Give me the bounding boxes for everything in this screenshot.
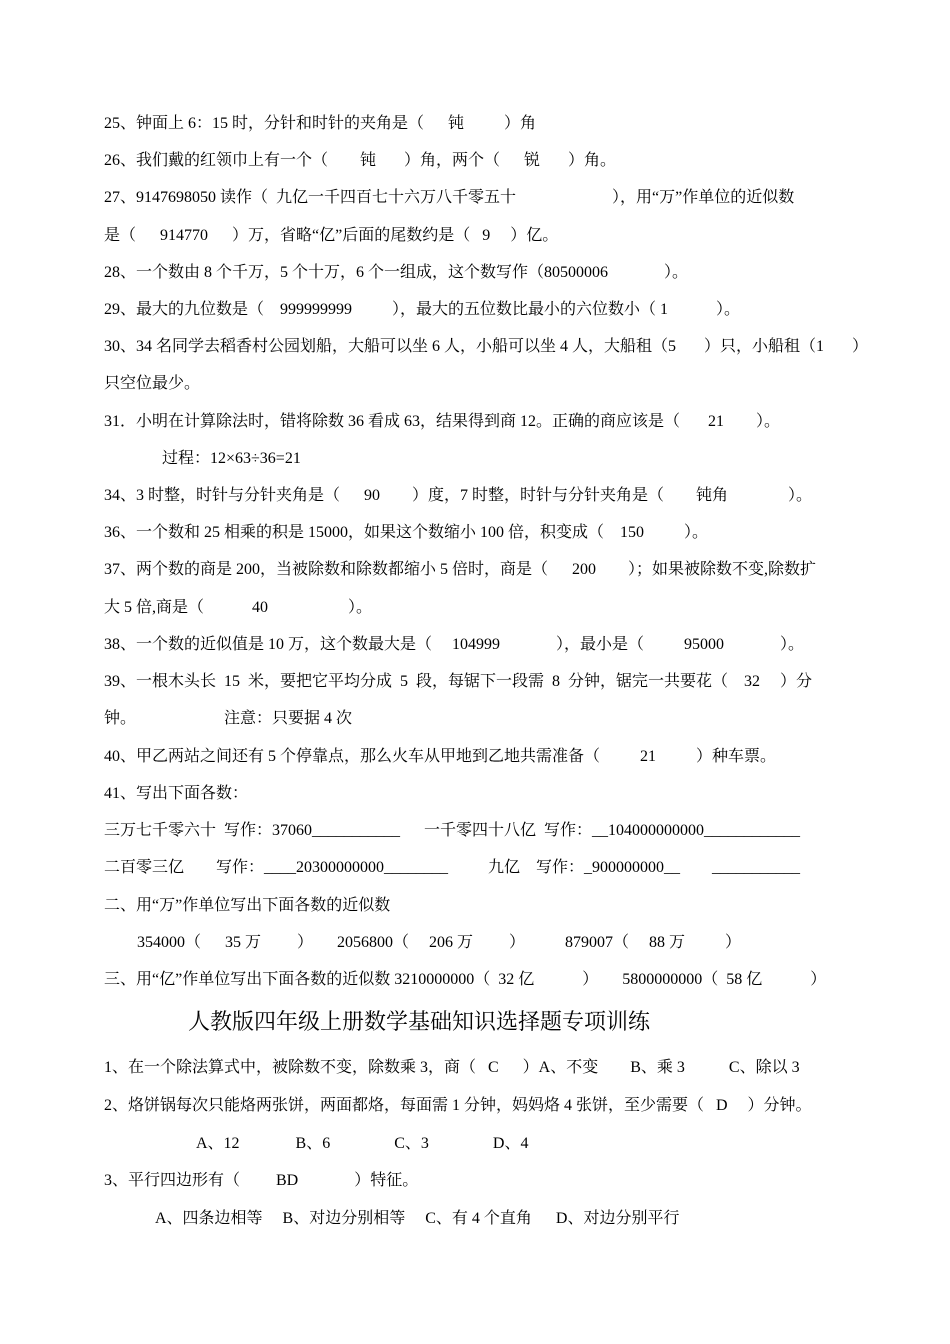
choice-q2: 2、烙饼锅每次只能烙两张饼，两面都烙，每面需 1 分钟，妈妈烙 4 张饼，至少需要（ D ）分钟。	[104, 1097, 812, 1114]
q41: 41、写出下面各数：	[104, 785, 249, 802]
q25: 25、钟面上 6：15 时，分针和时针的夹角是（ 钝 ）角	[104, 115, 537, 132]
q39-line2: 钟。 注意：只要据 4 次	[104, 710, 353, 727]
q40: 40、甲乙两站之间还有 5 个停靠点，那么火车从甲地到乙地共需准备（ 21 ）种车票。	[104, 748, 777, 765]
q36: 36、一个数和 25 相乘的积是 15000，如果这个数缩小 100 倍，积变成（ 150 ）。	[104, 524, 709, 541]
q28: 28、一个数由 8 个千万，5 个十万，6 个一组成，这个数写作（80500006 ）。	[104, 264, 689, 281]
choice-q2-options: A、12 B、6 C、3 D、4	[196, 1135, 529, 1152]
q37-line1: 37、两个数的商是 200，当被除数和除数都缩小 5 倍时，商是（ 200 ）；如果被除数不变,除数扩	[104, 561, 817, 578]
q41-row1: 三万七千零六十 写作：37060___________ 一千零四十八亿 写作：__104000000000____________	[104, 822, 801, 839]
q34: 34、3 时整，时针与分针夹角是（ 90 ）度，7 时整，时针与分针夹角是（ 钝角 ）。	[104, 487, 813, 504]
q27-line2: 是（ 914770 ）万，省略“亿”后面的尾数约是（ 9 ）亿。	[104, 227, 559, 244]
q26: 26、我们戴的红领巾上有一个（ 钝 ）角，两个（ 锐 ）角。	[104, 152, 617, 169]
section-2-heading: 二、用“万”作单位写出下面各数的近似数	[104, 897, 391, 914]
q39-line1: 39、一根木头长 15 米，要把它平均分成 5 段，每锯下一段需 8 分钟，锯完一共要花（ 32 ）分	[104, 673, 813, 690]
choice-q1: 1、在一个除法算式中，被除数不变，除数乘 3，商（ C ）A、不变 B、乘 3 C、除以 3	[104, 1059, 800, 1076]
q31-process: 过程：12×63÷36=21	[162, 450, 301, 467]
choice-q3-options: A、四条边相等 B、对边分别相等 C、有 4 个直角 D、对边分别平行	[155, 1210, 680, 1227]
section-3: 三、用“亿”作单位写出下面各数的近似数 3210000000（ 32 亿 ） 5800000000（ 58 亿 ）	[104, 971, 827, 988]
q38: 38、一个数的近似值是 10 万，这个数最大是（ 104999 ），最小是（ 95000 ）。	[104, 636, 805, 653]
q29: 29、最大的九位数是（ 999999999 ），最大的五位数比最小的六位数小（ 1 ）。	[104, 301, 741, 318]
q27-line1: 27、9147698050 读作（ 九亿一千四百七十六万八千零五十 ），用“万”作单位的近似数	[104, 189, 795, 206]
q41-row2: 二百零三亿 写作：____20300000000________ 九亿 写作：_900000000__ ___________	[104, 859, 801, 876]
choice-q3: 3、平行四边形有（ BD ）特征。	[104, 1172, 419, 1189]
q30-line2: 只空位最少。	[104, 375, 201, 392]
section-title: 人教版四年级上册数学基础知识选择题专项训练	[187, 1009, 650, 1034]
q37-line2: 大 5 倍,商是（ 40 ）。	[104, 599, 373, 616]
q30-line1: 30、34 名同学去稻香村公园划船，大船可以坐 6 人，小船可以坐 4 人，大船租（5 ）只，小船租（1 ）	[104, 338, 869, 355]
section-2-answers: 354000（ 35 万 ） 2056800（ 206 万 ） 879007（ 88 万 ）	[137, 934, 742, 951]
q31: 31．小明在计算除法时，错将除数 36 看成 63，结果得到商 12。正确的商应该是（ 21 ）。	[104, 413, 781, 430]
